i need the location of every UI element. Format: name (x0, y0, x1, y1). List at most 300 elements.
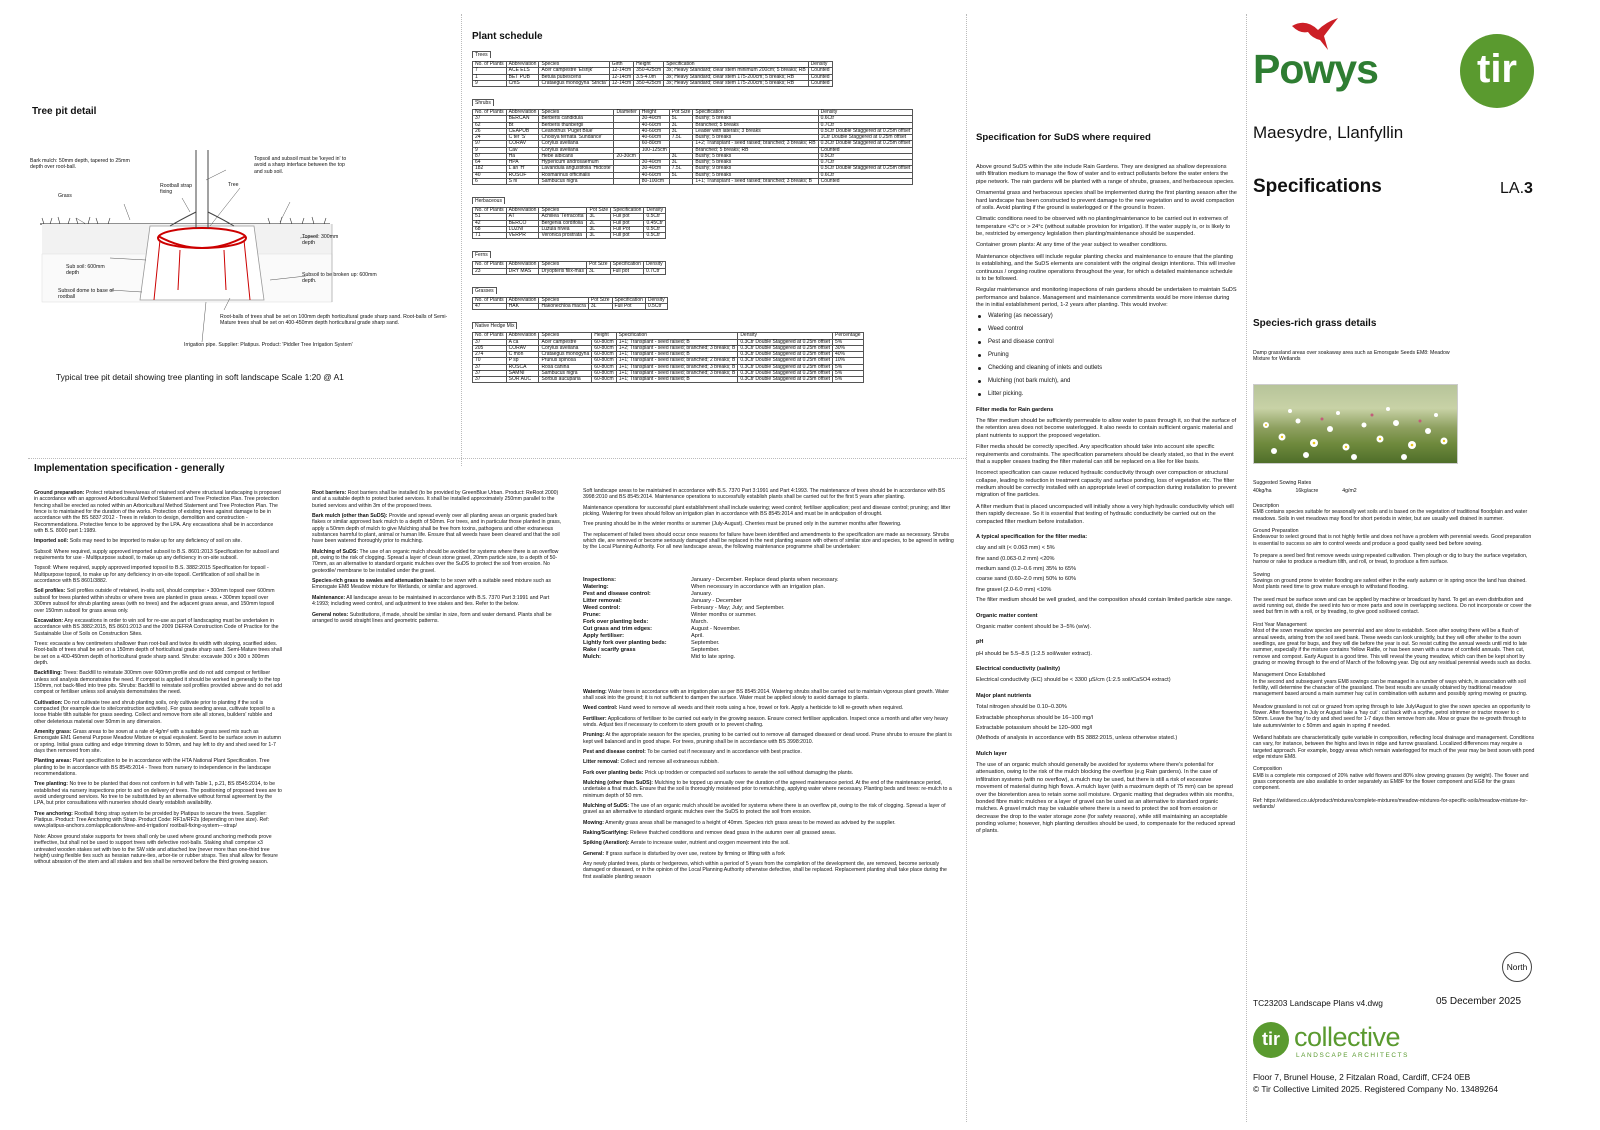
schedule-header-cell: Abbreviation (506, 262, 539, 268)
spec-paragraph (34, 781, 282, 806)
spec-paragraph (34, 538, 282, 544)
spec-key: Bark mulch (other than SuDS): (312, 513, 388, 520)
spec-text: Any newly planted trees, plants or hedgerows, which within a period of 5 years from the completion of the development die, are removed, become seriously damaged or diseased, or in the opinion of the Local Planning Authority otherwise defective, shall be replaced. Replacement planting shall take place during the first available planting season (583, 861, 947, 880)
grass-section-text: Endeavour to select ground that is not highly fertile and does not have a problem with perennial weeds. Good preparation is essential to success so aim to control weeds and produce a good quality seed bed before sowing. (1253, 534, 1532, 547)
sheet-title: Specifications (1253, 176, 1382, 197)
schedule-header-cell: Percentage (833, 333, 864, 339)
schedule-cell: Branched; 5 breaks; RB (693, 147, 818, 153)
spec-key: Mulching of SuDS: (583, 803, 630, 810)
drawing-date: 05 December 2025 (1436, 996, 1522, 1007)
schedule-cell: 60-80cm (592, 377, 616, 383)
schedule-cell: 68 (473, 226, 507, 232)
schedule-cell: 60-80cm (592, 339, 616, 345)
suds-bullet: Weed control (976, 326, 1238, 334)
grass-section-heading: Description (1253, 503, 1279, 509)
address: Floor 7, Brunel House, 2 Fitzalan Road, Cardiff, CF24 0EB (1253, 1072, 1471, 1082)
schedule-cell: 71 (473, 233, 507, 239)
schedule-header-cell: Species (539, 297, 588, 303)
schedule-cell: 0.5Ctr (644, 214, 666, 220)
suds-paragraph: Climatic conditions need to be observed with no planting/maintenance to be carried out in extremes of temperature <3°c or > 24°c (without suitable provision for irrigation). If the water supply is, or is likely to be, restricted by emergency legislation then planting/maintenance should be suspended. (976, 216, 1231, 237)
spec-text: Trees: excavate a few centimeters shallower than root-ball and twice its width with sloping, scarified sides. Root-balls of trees shall be set on a 150mm depth of horticultural grade sharp sand. Semi-Mature trees shall be set on a 400-450mm depth of horticultural grade sharp sand. Shrubs: excavate 300 x 300 x 300mm depth. (34, 640, 282, 666)
schedule-cell: 9 (473, 147, 507, 153)
schedule-header-cell: Girth (609, 62, 633, 68)
schedule-cell: 7 (473, 68, 507, 74)
schedule-cell: 60-80cm (592, 364, 616, 370)
spec-key: Mulching of SuDS: (312, 548, 359, 555)
schedule-header-cell: Diameter (614, 110, 639, 116)
schedule-cell: Full pot (611, 220, 644, 226)
schedule-header-cell: Height (592, 333, 616, 339)
suds-bullets (976, 313, 1238, 398)
schedule-cell: 205 (473, 345, 507, 351)
schedule-cell: AT (506, 214, 539, 220)
schedule-cell: Crataegus monogyna (539, 352, 592, 358)
suds-heading: Organic matter content (976, 612, 1038, 619)
spec-key: Soil profiles: (34, 588, 66, 595)
schedule-group (472, 276, 952, 311)
schedule-cell: CORAV (506, 141, 539, 147)
spec-text: Provide and spread evenly over all planting areas an organic graded bark flakes or similar approved bark mulch to a depth of 50mm. For trees, and in particular those planted in grass, apply a 50mm depth of mulch to give Mulching shall be free from toxins, pathogens and other extraneous substances harmful to plant, animal or human life. Ensure that all weeds have been cleared and that the soil have been watered thoroughly prior to mulching. (312, 513, 562, 545)
schedule-cell: 37 (473, 364, 507, 370)
schedule-cell: L an 'H' (506, 166, 539, 172)
programme-row (583, 626, 839, 633)
schedule-cell: 23 (473, 268, 507, 274)
schedule-header-cell: Species (539, 262, 587, 268)
schedule-cell: Bushy; 5 breaks (693, 135, 818, 141)
tree-pit-drawing (30, 140, 450, 370)
suds-value: pH should be 5.5–8.5 (1:2.5 soil/water extract). (976, 650, 1092, 657)
schedule-header-cell: Density (808, 62, 832, 68)
grass-intro: Damp grassland areas over soakaway area such as Emorsgate Seeds EM8: Meadow Mixture for Wetlands (1253, 350, 1450, 363)
schedule-row (473, 80, 833, 86)
schedule-cell: 37 (473, 370, 507, 376)
spec-text: Aerate to increase water, nutrient and oxygen movement into the soil. (629, 840, 790, 847)
suds-heading: pH (976, 639, 984, 646)
spec-key: Species-rich grass to swales and attenuation basin: (312, 578, 440, 585)
schedule-table (472, 297, 668, 311)
schedule-cell: 40 (473, 172, 507, 178)
label-subsoil: Sub soil: 600mm depth (66, 264, 105, 277)
schedule-cell: ROSOF (506, 172, 539, 178)
sowing-rates-title: Suggested Sowing Rates (1253, 480, 1312, 486)
schedule-header-cell: Pot Size (669, 110, 693, 116)
schedule-header-cell: Specification (664, 62, 809, 68)
spec-text: Soil profiles outside of retained, in-situ soil, should comprise: • 300mm topsoil over 600mm subsoil for trees planted within shrubs or where trees are planted in grass areas. • 300mm topsoil over 300mm subsoil for shrub planting areas (with no trees) and the adjacent grass areas, and 150mm topsoil over 150mm subsoil for grass areas only. (34, 588, 275, 614)
spec-paragraph (312, 578, 564, 591)
suds-bullet: Litter picking. (976, 391, 1238, 399)
schedule-cell: 40-60cm (639, 172, 669, 178)
suds-value: Electrical conductivity (EC) should be < 3300 µS/cm (1:2.5 soil/CaSO4 extract) (976, 677, 1171, 684)
schedule-header-cell: Abbreviation (506, 208, 539, 214)
schedule-cell: 3L (587, 233, 611, 239)
schedule-cell: DRY MAS (506, 268, 539, 274)
spec-paragraph (583, 830, 955, 836)
schedule-header-cell: Specification (693, 110, 818, 116)
implementation-col-1 (34, 490, 282, 870)
schedule-cell: 6 (473, 178, 507, 184)
schedule-header-cell: No. of Plants (473, 208, 507, 214)
schedule-group-name: Trees (472, 51, 491, 58)
filter-note: The filter medium should be well graded, and the composition should contain limited particle size range. (976, 597, 1233, 604)
schedule-cell: Acer campestre 'Elsrijk' (539, 68, 609, 74)
schedule-cell: 0.7Ctr (818, 160, 913, 166)
spec-paragraph (583, 759, 955, 765)
schedule-cell: Full Pot (612, 304, 645, 310)
schedule-cell: Crataegus monogyna 'Stricta' (539, 80, 609, 86)
suds-paragraph: Above ground SuDS within the site include Rain Gardens. They are designed as shallow depressions with filtration medium to manage the flow of water and to extract pollutants before the water enters the pipe network. The rain gardens will be planted with a range of shrubs, grasses, and herbaceous species. (976, 164, 1235, 185)
programme-timing: March. (691, 618, 709, 625)
schedule-cell: 1+1; Transplant - seed raised; branched; 3 breaks; B (693, 178, 818, 184)
schedule-group (472, 311, 952, 383)
programme-row (583, 654, 839, 661)
schedule-header-cell: Density (643, 262, 665, 268)
maintenance-intro: Soft landscape areas to be maintained in accordance with B.S. 7370 Part 3:1991 and Part 4:1993. The maintenance of trees should be in accordance with BS 3998:2010 and BS 8545:2014. Maintenance operations to successfully establish plants shall be carried out for the first 5 years after planting. (583, 488, 946, 501)
schedule-cell: BERCO (506, 220, 539, 226)
implementation-col-2 (312, 490, 564, 628)
spec-text: Do not cultivate tree and shrub planting soils, only cultivate prior to planting if the soil is compacted (for example due to site/construction activities). For grass seeding areas, cultivate topsoil to a loose friable tilth suitable for grass seeding. Collect and remove from site all stones, builders' rubble and other deleterious material over 50mm in any dimension. (34, 699, 275, 725)
grass-section-heading: First Year Management (1253, 621, 1307, 628)
programme-item: Rake / scarify grass (583, 646, 636, 653)
programme-item: Litter removal: (583, 597, 622, 604)
schedule-cell: Corylus avellana (539, 147, 614, 153)
suds-bullet: Watering (as necessary) (976, 313, 1238, 321)
spec-key: Pruning: (583, 732, 605, 739)
schedule-cell: 40% (833, 352, 864, 358)
grass-section-text: Wetland habitats are characteristically quite variable in composition, reflecting local drainage and management. Conditions can vary, for instance, between the highs and lows in ridge and furrow grassland. Localized differences may require a targeted approach. For example, boggy areas which remain waterlogged for much of the year may be best sown with pond edge mixture EM8. (1253, 734, 1535, 760)
suds-body (976, 164, 1238, 836)
site-name: Maesydre, Llanfyllin (1253, 123, 1404, 142)
spec-paragraph (583, 749, 955, 755)
filter-spec-line: medium sand (0.2–0.6 mm) 35% to 65% (976, 566, 1077, 573)
schedule-cell: 0.7Ctr (643, 268, 665, 274)
rate-acre: 16kg/acre (1295, 488, 1319, 494)
divider (461, 14, 462, 466)
maintenance-intro: Maintenance operations for successful plant establishment shall include watering; weed control; fertiliser application; pest and disease control; pruning; and litter picking. Watering for trees should follow an irrigation plan in accordance with BS 8545:2014 and must be in anticipation of drought. (583, 504, 951, 518)
schedule-cell: Ceanothus 'Puget Blue' (539, 128, 614, 134)
schedule-cell: 3L (669, 153, 693, 159)
schedule-cell: 0.5Ctr (818, 153, 913, 159)
schedule-cell: 3x; Heavy Standard; clear stem 175-200cm; 5 breaks; RB (664, 80, 809, 86)
schedule-group-name: Shrubs (472, 99, 494, 106)
schedule-cell: 0.3Ctr Double Staggered at 0.25m offset (738, 352, 833, 358)
spec-paragraph (583, 689, 955, 702)
schedule-cell: 1+1; Transplant - seed raised; branched; 3 breaks; B (616, 370, 738, 376)
schedule-cell: SAMNI (506, 370, 539, 376)
schedule-cell: 5% (833, 370, 864, 376)
spec-paragraph (312, 595, 564, 608)
spec-paragraph (34, 549, 282, 562)
grass-section (1253, 735, 1535, 760)
schedule-cell: 5% (833, 377, 864, 383)
schedule-header-cell: No. of Plants (473, 110, 507, 116)
divider (1246, 14, 1247, 1122)
spec-paragraph (34, 588, 282, 613)
schedule-cell: A ca (506, 339, 539, 345)
filter-spec-line: fine gravel (2.0-6.0 mm) <10% (976, 586, 1052, 593)
schedule-header-cell: Specification (610, 262, 643, 268)
programme-timing: Winter months or summer. (691, 611, 757, 618)
schedule-cell: 10% (833, 358, 864, 364)
schedule-cell: Bergenia cordifolia (539, 220, 587, 226)
programme-row (583, 640, 839, 647)
spec-key: General: (583, 850, 605, 857)
filter-paragraph: Incorrect specification can cause reduced hydraulic conductivity through over compaction or structural collapse, leading to reduction in treatment capacity and surface ponding, loss of vegetation etc. The filter medium should be correctly installed with an appropriate level of compaction during installation to prevent migration of fine particles. (976, 470, 1237, 499)
schedule-header-cell: Species (539, 110, 614, 116)
spec-text: Prick up trodden or compacted soil surfaces to aerate the soil without damaging the plants. (643, 769, 854, 776)
programme-timing: September. (691, 639, 720, 646)
schedule-cell: Corylus avellana (539, 345, 592, 351)
schedule-cell: 3L (669, 122, 693, 128)
label-broken-up: Subsoil to be broken up: 600mm depth. (302, 272, 377, 285)
schedule-cell: 60-80cm (592, 358, 616, 364)
schedule-cell: 3L (669, 160, 693, 166)
schedule-table (472, 61, 833, 87)
schedule-cell: 1+1; Transplant - seed raised; B (616, 352, 738, 358)
schedule-cell: 100-125cm (639, 147, 669, 153)
label-topsoil: Topsoil: 300mm depth (302, 234, 339, 247)
grass-section-text: EM8 is a complete mix composed of 20% native wild flowers and 80% slow growing grasses (by weight). The flower and grass components are also available to order separately as EM8F for the flower component and EG8 for the grass component. (1253, 772, 1529, 792)
programme-timing: August - November. (691, 625, 741, 632)
spec-key: Weed control: (583, 705, 618, 712)
schedule-header-cell: Pot Size (588, 297, 612, 303)
schedule-cell: Full Pot (611, 226, 644, 232)
schedule-cell: 0.5Ctr Double Staggered at 0.25m offset (818, 166, 913, 172)
schedule-cell: 12-14cm (609, 68, 633, 74)
spec-text: To be carried out if necessary and in accordance with best practice. (645, 748, 802, 755)
spec-paragraph (583, 732, 955, 745)
schedule-cell: 2L (587, 220, 611, 226)
maintenance-intro: Tree pruning should be in the winter months or summer (July-August). Cherries must be pruned only in the summer months after flowering. (583, 521, 902, 528)
label-subsoil-dome: Subsoil dome to base of rootball (58, 288, 114, 301)
schedule-cell: 5L (669, 116, 693, 122)
schedule-cell: 30% (833, 345, 864, 351)
maintenance-programme (583, 577, 839, 661)
schedule-cell: Sambucus nigra (539, 370, 592, 376)
schedule-header-cell: Specification (611, 208, 644, 214)
schedule-cell: C ter 'S' (506, 135, 539, 141)
programme-item: Mulch: (583, 653, 602, 660)
schedule-cell: Lavandula angustifolia 'Hidcote' (539, 166, 614, 172)
spec-text: If grass surface is disturbed by over use, restore by firming or lifting with a fork (604, 850, 785, 857)
spec-text: Collect and remove all extraneous rubbish. (619, 759, 719, 766)
suds-bullet: Pest and disease control (976, 339, 1238, 347)
spec-key: Pest and disease control: (583, 748, 646, 755)
spec-paragraph (312, 490, 564, 509)
filter-spec-line: clay and silt (< 0.063 mm) < 5% (976, 545, 1055, 552)
schedule-cell: Hypericum androsaemum (539, 160, 614, 166)
schedule-header-cell: Specification (612, 297, 645, 303)
schedule-cell: 0.3Ctr Double Staggered at 0.25m offset (738, 364, 833, 370)
programme-item: Pest and disease control: (583, 590, 651, 597)
spec-paragraph (312, 513, 564, 545)
spec-text: Any excavations in order to win soil for re-use as part of landscaping must be undertaken in accordance with BS 3882:2015, BS 8601:2013 and the 2009 DEFRA Construction Code of Practice for the Sustainable Use of Soils on Construction Sites. (34, 617, 279, 637)
label-rootballs: Root-balls of trees shall be set on 100mm depth horticultural grade sharp sand. Root-balls of Semi-Mature trees shall be set on 400-450mm depth horticultural grade sharp sand. (220, 314, 448, 327)
schedule-header-cell: Species (539, 62, 609, 68)
suds-bullet: Mulching (not bark mulch), and (976, 378, 1238, 386)
schedule-cell: 12-14cm (609, 74, 633, 80)
spec-paragraph (312, 549, 564, 574)
schedule-cell: 1+1; Transplant - seed raised; branched; 2 breaks; B (616, 358, 738, 364)
schedule-group-name: Grasses (472, 287, 497, 294)
spec-text: All landscape areas to be maintained in accordance with B.S. 7370 Part 3:1991 and Part 4:1993; including weed control, and adjustment to tree stakes and ties. Refer to the below. (312, 594, 550, 608)
grass-section-text: To prepare a seed bed first remove weeds using repeated cultivation. Then plough or dig to bury the surface vegetation, harrow or rake to produce a medium tilth, and roll, or tread, to produce a firm surface. (1253, 553, 1528, 566)
suds-paragraph: Ornamental grass and herbaceous species shall be implemented during the first planting season after the hard landscape has been constructed to prevent damage to the new vegetation and to avoid compaction of soils. Avoid planting if the ground is waterlogged or if the ground is frozen. (976, 190, 1237, 211)
spec-text: Root barriers shall be installed (to be provided by GreenBlue Urban. Product: ReRoot 2000) and at a suitable depth to protect buried services. It shall be installed approximately 250mm parallel to the buried services and within 3m of the proposed trees. (312, 490, 559, 509)
schedule-cell: 0.6Ctr (818, 172, 913, 178)
spec-paragraph (34, 758, 282, 777)
label-tree: Tree (228, 182, 239, 188)
schedule-cell: 1Ctr Double Staggered at 0.25m offset (818, 135, 913, 141)
sheet-prefix: LA. (1500, 180, 1525, 197)
schedule-cell: 30-40cm (639, 116, 669, 122)
spec-key: Amenity grass: (34, 729, 72, 735)
implementation-title: Implementation specification - generally (34, 463, 225, 474)
spec-key: Ground preparation: (34, 490, 85, 496)
meadow-photo (1253, 384, 1458, 464)
schedule-cell: 60-80cm (592, 370, 616, 376)
schedule-header-cell: Abbreviation (506, 62, 539, 68)
schedule-cell: 60-80cm (592, 352, 616, 358)
landscape-architects: LANDSCAPE ARCHITECTS (1296, 1052, 1409, 1059)
schedule-cell: Full pot (611, 214, 644, 220)
schedule-header-cell: Abbreviation (506, 333, 539, 339)
suds-heading: Major plant nutrients (976, 692, 1032, 699)
programme-row (583, 598, 839, 605)
schedule-cell: 0.6Ctr (818, 116, 913, 122)
schedule-cell: Ha (506, 153, 539, 159)
spec-key: Fertiliser: (583, 715, 607, 722)
spec-paragraph (583, 851, 955, 857)
schedule-cell: 37 (473, 377, 507, 383)
plant-schedule (472, 40, 952, 384)
spec-paragraph (34, 729, 282, 754)
spec-text: Protect retained trees/areas of retained soil where structural landscaping is proposed in accordance with an approved Arboricultural Method Statement and Tree Protection Plan. Tree protection fencing shall be erected as noted within an Arboricultural Method Statement and Tree Protection Plan. The fence is to maintained for the duration of the works. Protection of existing trees against damage to be in accordance with the BS 5837:2012 - Trees in relation to design, demolition and construction - Recommendations. Protective fence to be approved by the LPA. Any excavations shall be in accordance with B.S. 8000 part 1:1989. (34, 490, 281, 535)
schedule-cell: C mon (506, 352, 539, 358)
programme-row (583, 619, 839, 626)
schedule-cell: 274 (473, 352, 507, 358)
collective-logo: collective (1294, 1022, 1401, 1052)
grass-section-text: Ref: https://wildseed.co.uk/product/mixtures/complete-mixtures/meadow-mixtures-for-specific-soils/meadow-mixture-for-wetlands/ (1253, 797, 1528, 811)
plant-schedule-title: Plant schedule (472, 31, 543, 42)
schedule-header-cell: Density (738, 333, 833, 339)
spec-text: to be sown with a suitable seed mixture such as Emorsgate EM8 Meadow mixture for Wetlands, or similar and approved. (312, 578, 552, 591)
schedule-cell: Counted (818, 178, 913, 184)
spec-key: Tree planting: (34, 781, 69, 788)
schedule-header-cell: Density (644, 208, 666, 214)
schedule-cell: Acer campestre (539, 339, 592, 345)
schedule-cell: Sambucus nigra (539, 178, 614, 184)
schedule-cell: Hakonechloa macra (539, 304, 588, 310)
schedule-cell: Corylus avellana (539, 141, 614, 147)
schedule-table (472, 109, 913, 185)
schedule-cell: HPA (506, 160, 539, 166)
suds-paragraph: Container grown plants: At any time of the year subject to weather conditions. (976, 242, 1168, 249)
grass-section (1253, 553, 1535, 566)
schedule-cell: 87 (473, 153, 507, 159)
spec-key: Backfilling: (34, 670, 62, 677)
schedule-cell: Veronica prostrata (539, 233, 587, 239)
nutrient-line: (Methods of analysis in accordance with BS 3882:2015, unless otherwise stated.) (976, 735, 1178, 742)
schedule-cell: Counted (808, 74, 832, 80)
schedule-cell: Bushy; 5 breaks (693, 160, 818, 166)
divider (966, 14, 967, 1122)
schedule-cell: 80-100cm (639, 178, 669, 184)
schedule-row (473, 233, 666, 239)
spec-key: Imported soil: (34, 538, 69, 545)
spec-key: Planting areas: (34, 758, 72, 765)
schedule-header-cell: Species (539, 333, 592, 339)
grass-section-heading: Ground Preparation (1253, 528, 1299, 535)
programme-item: Cut grass and trim edges: (583, 625, 653, 632)
spec-text: No tree to be planted that does not conform in full with Table 1, p.21, BS 8545:2014, to be established via nursery inspections prior to and on delivery of trees. The positioning of proposed trees are to avoid underground services. No tree to be substituted by an alternative without formal agreement by the LPA, but prior consultations with nurseries should clearly establish availability. (34, 781, 282, 807)
tir-logo: tir (1460, 34, 1534, 108)
programme-timing: When necessary in accordance with an irrigation plan. (691, 583, 826, 590)
programme-item: Inspections: (583, 576, 616, 583)
schedule-cell: 3L (588, 304, 612, 310)
spec-paragraph (583, 840, 955, 846)
programme-row (583, 612, 839, 619)
mulch-text: The use of an organic mulch should generally be avoided for systems where there's potential for attenuation, owing to the risk of the mulch blocking the overflow (e.g Rain gardens). In the case of infiltration systems (with no overflow), a mulch may be used, but there is still a risk of excessive movement of material during high flows. A mulch layer (with a maximum depth of 75 mm) can be spread over the bioretention area to retain some soil moisture. Organic matting that degrades within six months, bonded fibre matric mulches or a layer of gravel can be used as an alternative to standard organic mulches. A gravel mulch may be valuable where there is a need to protect the soil from erosion or decrease the drop to the water storage zone (for safety reasons), while still maintaining an acceptable ponding volume; however, high planting densities should be used, to compensate for the reduced spread of plants. (976, 762, 1236, 835)
tir-collective-mark: tir (1253, 1022, 1289, 1058)
schedule-cell: 7.5L (669, 135, 693, 141)
spec-paragraph (583, 705, 955, 711)
spec-paragraph (583, 820, 955, 826)
schedule-cell: HAK (506, 304, 539, 310)
schedule-cell: 1+2; Transplant - seed raised; branched; 3 breaks; RB (693, 141, 818, 147)
spec-paragraph (34, 490, 282, 534)
drawing-name: TC23203 Landscape Plans v4.dwg (1253, 998, 1383, 1008)
schedule-cell: 350-425cm (634, 80, 664, 86)
label-bark-mulch: Bark mulch: 50mm depth, tapered to 25mm depth over root-ball. (30, 158, 130, 171)
schedule-group-name: Native Hedge Mix (472, 322, 517, 329)
schedule-cell: 47 (473, 304, 507, 310)
programme-item: Prune: (583, 611, 601, 618)
programme-timing: January - December. Replace dead plants when necessary. (691, 576, 839, 583)
schedule-cell: 0.5Ctr (644, 233, 666, 239)
rate-ha: 40kg/ha (1253, 488, 1272, 494)
spec-key: Maintenance: (312, 594, 346, 601)
programme-item: Fork over planting beds: (583, 618, 649, 625)
schedule-cell: 182 (473, 166, 507, 172)
schedule-cell: CEAPUB (506, 128, 539, 134)
schedule-cell: 30-40cm (639, 160, 669, 166)
north-arrow: North (1502, 952, 1532, 982)
schedule-cell: Bushy; 5 breaks (693, 153, 818, 159)
schedule-group-name: Herbaceous (472, 197, 505, 204)
schedule-cell: Counted (808, 80, 832, 86)
schedule-cell: 37 (473, 339, 507, 345)
spec-paragraph (34, 641, 282, 666)
schedule-cell: 3L (669, 128, 693, 134)
schedule-cell: 64 (473, 160, 507, 166)
spec-paragraph (34, 811, 282, 830)
schedule-header-cell: No. of Plants (473, 333, 507, 339)
spec-key: Excavation: (34, 617, 64, 624)
schedule-cell: 20-30cm (614, 153, 639, 159)
schedule-cell: 24 (473, 135, 507, 141)
spec-key: Watering: (583, 688, 607, 695)
schedule-header-cell: Pot Size (586, 262, 610, 268)
spec-key: Mowing: (583, 819, 605, 826)
spec-key: Raking/Scarifying: (583, 830, 629, 837)
schedule-cell: 97 (473, 141, 507, 147)
suds-paragraph: Maintenance objectives will include regular planting checks and maintenance to ensure that the planting is establishing, and the SuDS elements are consistent with the original design intentions. This will involve continuous / ongoing routine operations throughout the year, for which a detailed maintenance schedule is to be followed. (976, 253, 1236, 282)
schedule-cell: Leader with laterals; 3 breaks (693, 128, 818, 134)
schedule-table (472, 207, 666, 239)
spec-paragraph (34, 565, 282, 584)
spec-text: Applications of fertiliser to be carried out early in the growing season. Ensure correct fertiliser application. Inspect once a month and after very heavy winds. Adjust ties if necessary to conform to stem growth or to prevent chafing. (583, 715, 949, 728)
schedule-cell: ROSCA (506, 364, 539, 370)
